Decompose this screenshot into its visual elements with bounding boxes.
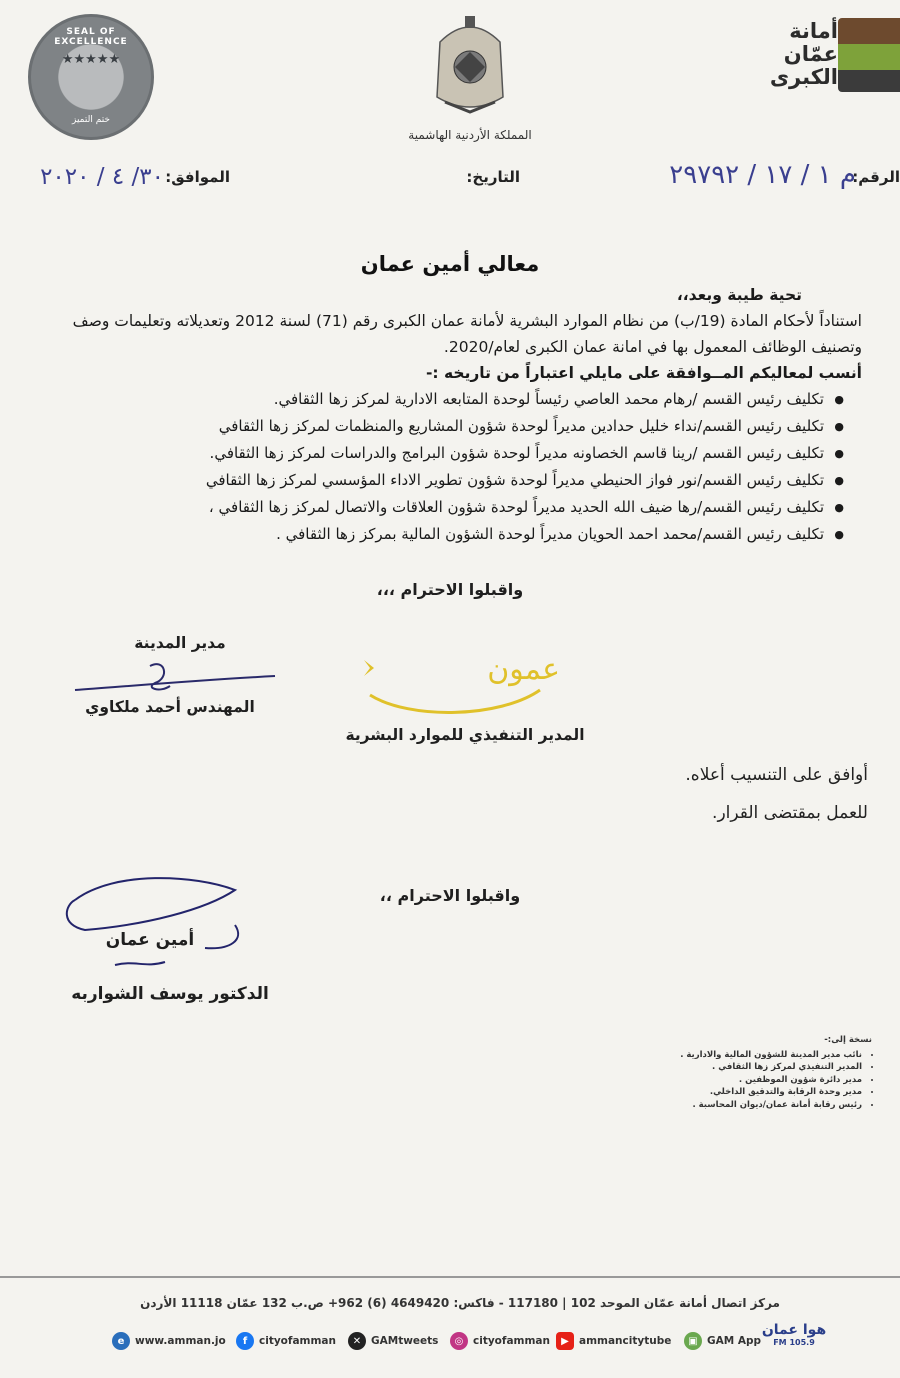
city-manager-title: مدير المدينة (134, 634, 226, 652)
app-icon: ▣ (684, 1332, 702, 1350)
copies-heading: نسخة إلى:- (824, 1035, 872, 1045)
instagram-icon: ◎ (450, 1332, 468, 1350)
hr-signature-text: عمون (487, 652, 560, 687)
social-instagram-label: cityofamman (473, 1335, 550, 1347)
jordan-crest-icon (425, 12, 515, 122)
social-facebook[interactable] (236, 1326, 336, 1356)
gam-logo-line-1: أمانة (789, 19, 838, 43)
letter-body (72, 282, 862, 548)
social-x[interactable] (348, 1326, 438, 1356)
approval-line-2: للعمل بمقتضى القرار. (712, 803, 868, 823)
mayor-signature-icon (55, 870, 255, 980)
letter-title: معالي أمين عمان (360, 252, 540, 276)
gam-logo-graphic (838, 18, 900, 92)
mayor-title: أمين عمان (105, 930, 195, 950)
mayor-name: الدكتور يوسف الشواربه (71, 984, 269, 1004)
radio-logo (754, 1322, 834, 1347)
assignment-list (72, 386, 862, 548)
radio-label: هوا عمان (761, 1322, 827, 1338)
closing-2: واقبلوا الاحترام ،، (379, 886, 521, 905)
social-youtube[interactable] (556, 1326, 671, 1356)
copies-block (612, 1034, 872, 1111)
social-app[interactable] (684, 1326, 761, 1356)
social-x-label: GAMtweets (371, 1335, 439, 1347)
seal-top-text: SEAL OF EXCELLENCE (54, 27, 128, 47)
social-app-label: GAM App (707, 1335, 762, 1347)
seal-stars: ★★★★★ (61, 52, 121, 67)
social-instagram[interactable] (450, 1326, 550, 1356)
list-item: • نائب مدير المدينة للشؤون المالية والادارية . (612, 1049, 862, 1062)
closing-1: واقبلوا الاحترام ،،، (376, 580, 524, 599)
gam-logo-line-3: الكبرى (769, 65, 838, 89)
paragraph-1: استناداً لأحكام المادة (19/ب) من نظام الموارد البشرية لأمانة عمان الكبرى رقم (71) لسنة 2012 وتعديلاته وتعليمات وصف وتصنيف الوظائف المعمول بها في امانة عمان الكبرى لعام/2020. (72, 312, 862, 356)
list-item: ● تكليف رئيس القسم/نور فواز الحنيطي مديراً لوحدة شؤون تطوير الاداء المؤسسي لمركز زها الثقافي (72, 467, 844, 494)
ref-number-label: الرقم: (852, 168, 900, 186)
city-manager-signature-icon (70, 658, 280, 698)
footer-address: مركز اتصال أمانة عمّان الموحد 102 | 117180 - فاكس: 4649420 (6) 962+ ص.ب 132 عمّان 11118 الأردن (140, 1296, 780, 1310)
youtube-icon: ▶ (556, 1332, 574, 1350)
web-icon: e (112, 1332, 130, 1350)
facebook-icon: f (236, 1332, 254, 1350)
recommend-line: أنسب لمعاليكم المــوافقة على مايلي اعتباراً من تاريخه :- (425, 364, 862, 382)
radio-freq: 105.9 FM (773, 1338, 815, 1347)
social-youtube-label: ammancitytube (579, 1335, 672, 1347)
muwafiq-label: الموافق: (165, 168, 230, 186)
kingdom-text: المملكة الأردنية الهاشمية (408, 128, 532, 142)
ref-number-value: م ١ / ١٧ / ٢٩٧٩٢ (669, 160, 856, 190)
footer-divider (0, 1276, 900, 1278)
copies-list (612, 1049, 872, 1112)
seal-bottom-text: ختم التميز (72, 115, 110, 125)
list-item: ● تكليف رئيس القسم/محمد احمد الحويان مديراً لوحدة الشؤون المالية بمركز زها الثقافي . (72, 521, 844, 548)
hr-director-title: المدير التنفيذي للموارد البشرية (345, 726, 585, 744)
gam-logo-line-2: عمّان (783, 42, 838, 66)
list-item: ● تكليف رئيس القسم /رهام محمد العاصي رئيساً لوحدة المتابعه الادارية لمركز زها الثقافي. (72, 386, 844, 413)
gam-logo-text (728, 20, 838, 89)
city-manager-name: المهندس أحمد ملكاوي (85, 698, 255, 716)
greeting: تحية طيبة وبعد،، (676, 286, 802, 304)
date-label: التاريخ: (466, 168, 520, 186)
muwafiq-value: ٣٠/ ٤ / ٢٠٢٠ (40, 164, 164, 190)
approval-line-1: أوافق على التنسيب أعلاه. (685, 765, 868, 785)
social-web-label: www.amman.jo (135, 1335, 226, 1347)
list-item: • رئيس رقابة أمانة عمان/ديوان المحاسبة . (612, 1099, 862, 1112)
list-item: ● تكليف رئيس القسم/نداء خليل حدادين مديراً لوحدة شؤون المشاريع والمنظمات لمركز زها الثقافي (72, 413, 844, 440)
social-web[interactable] (112, 1326, 226, 1356)
seal-of-excellence (28, 14, 154, 140)
list-item: ● تكليف رئيس القسم /رينا قاسم الخصاونه مديراً لوحدة شؤون البرامج والدراسات لمركز زها الثقافي. (72, 440, 844, 467)
approval-block (368, 756, 868, 832)
list-item: ● تكليف رئيس القسم/رها ضيف الله الحديد مديراً لوحدة شؤون العلاقات والاتصال لمركز زها الثقافي ، (72, 494, 844, 521)
list-item: • مدير دائرة شؤون الموظفين . (612, 1074, 862, 1087)
social-facebook-label: cityofamman (259, 1335, 336, 1347)
list-item: • المدير التنفيذي لمركز زها الثقافي . (612, 1061, 862, 1074)
x-icon: ✕ (348, 1332, 366, 1350)
list-item: • مدير وحدة الرقابة والتدقيق الداخلي. (612, 1086, 862, 1099)
